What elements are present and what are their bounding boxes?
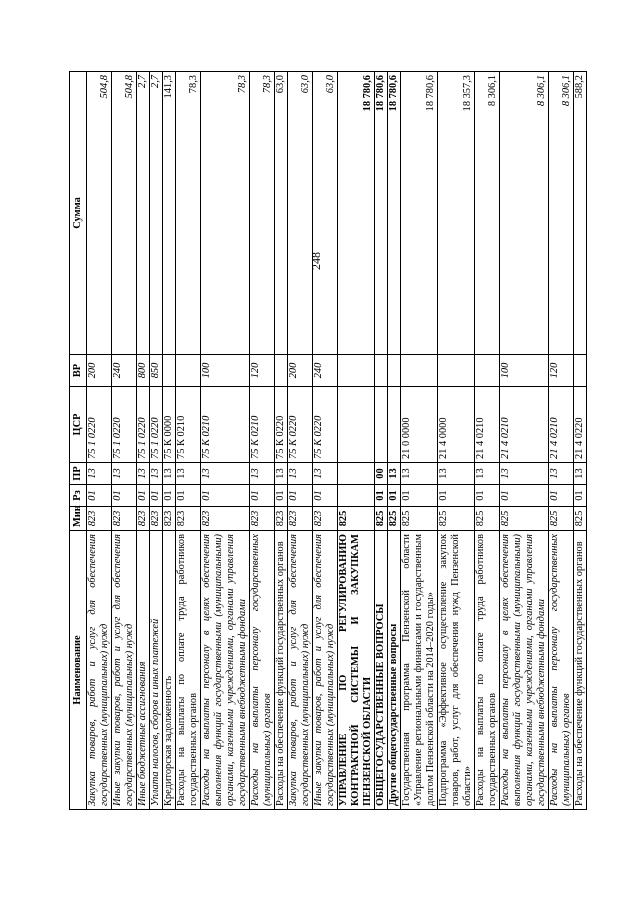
cell-min: 823 [137, 507, 150, 531]
cell-rz: 01 [401, 485, 438, 507]
header-pr: ПР [70, 463, 87, 485]
header-csr: ЦСР [70, 387, 87, 463]
cell-name: Закупка товаров, работ и услуг для обеспечения государственных (муниципальных) нужд [87, 531, 112, 810]
cell-vr: 240 [313, 355, 338, 387]
cell-sum: 2,7 [137, 72, 150, 355]
cell-pr: 13 [137, 463, 150, 485]
cell-sum: 63,0 [313, 72, 338, 355]
cell-name: Иные бюджетные ассигнования [137, 531, 150, 810]
cell-csr: 75 К 0220 [313, 387, 338, 463]
page-number: 248 [309, 252, 323, 270]
cell-vr [574, 355, 587, 387]
cell-sum: 18 780,6 [388, 72, 401, 355]
cell-pr: 13 [500, 463, 549, 485]
cell-sum: 588,2 [574, 72, 587, 355]
cell-vr: 100 [201, 355, 250, 387]
cell-rz: 01 [163, 485, 176, 507]
cell-rz: 01 [275, 485, 288, 507]
cell-csr [388, 387, 401, 463]
cell-min: 823 [87, 507, 112, 531]
cell-name: Иные закупки товаров, работ и услуг для обеспечения государственных (муниципальных) нужд [313, 531, 338, 810]
table-row [275, 72, 288, 810]
cell-vr: 120 [250, 355, 275, 387]
cell-pr [338, 463, 375, 485]
table-row [401, 72, 438, 810]
cell-sum: 78,3 [176, 72, 201, 355]
cell-pr: 13 [388, 463, 401, 485]
cell-rz: 01 [549, 485, 574, 507]
cell-csr: 75 1 0220 [137, 387, 150, 463]
cell-sum: 63,0 [288, 72, 313, 355]
cell-rz [338, 485, 375, 507]
cell-name: Подпрограмма «Эффективное осуществление закупок товаров, работ, услуг для обеспечения нужд Пензенской области» [438, 531, 475, 810]
table-row [338, 72, 375, 810]
cell-name: Расходы на выплаты по оплате труда работников государственных органов [475, 531, 500, 810]
cell-rz: 01 [313, 485, 338, 507]
cell-name: Расходы на обеспечение функций государственных органов [574, 531, 587, 810]
table-row [475, 72, 500, 810]
cell-name: Другие общегосударственные вопросы [388, 531, 401, 810]
header-vr: ВР [70, 355, 87, 387]
cell-pr: 13 [150, 463, 163, 485]
table-row [549, 72, 574, 810]
cell-vr: 850 [150, 355, 163, 387]
cell-min: 823 [176, 507, 201, 531]
cell-vr [163, 355, 176, 387]
cell-vr: 800 [137, 355, 150, 387]
cell-rz: 01 [201, 485, 250, 507]
cell-vr [438, 355, 475, 387]
cell-sum: 18 780,6 [338, 72, 375, 355]
table-row [137, 72, 150, 810]
cell-min: 823 [275, 507, 288, 531]
cell-pr: 13 [288, 463, 313, 485]
cell-rz: 01 [137, 485, 150, 507]
cell-csr [338, 387, 375, 463]
table-row [176, 72, 201, 810]
cell-rz: 01 [150, 485, 163, 507]
cell-sum: 18 780,6 [401, 72, 438, 355]
cell-min: 823 [150, 507, 163, 531]
cell-rz: 01 [250, 485, 275, 507]
table-row [375, 72, 388, 810]
cell-min: 825 [549, 507, 574, 531]
cell-vr [375, 355, 388, 387]
cell-min: 825 [438, 507, 475, 531]
cell-min: 823 [313, 507, 338, 531]
rotated-table-area [69, 72, 639, 810]
cell-csr: 75 1 0220 [112, 387, 137, 463]
cell-pr: 13 [401, 463, 438, 485]
budget-table [69, 71, 587, 810]
cell-csr: 75 К 0220 [288, 387, 313, 463]
cell-csr: 21 4 0220 [574, 387, 587, 463]
cell-rz: 01 [375, 485, 388, 507]
cell-name: Государственная программа Пензенской области «Управление региональными финансами и государственным долгом Пензенской области на 2014–2020 годы» [401, 531, 438, 810]
cell-csr: 75 К 0000 [163, 387, 176, 463]
header-min: Мин [70, 507, 87, 531]
cell-csr: 75 К 0210 [201, 387, 250, 463]
cell-name: Расходы на выплаты персоналу государственных (муниципальных) органов [549, 531, 574, 810]
cell-csr: 75 К 0210 [176, 387, 201, 463]
cell-sum: 78,3 [250, 72, 275, 355]
cell-min: 823 [112, 507, 137, 531]
table-row [388, 72, 401, 810]
cell-vr [338, 355, 375, 387]
cell-name: Расходы на выплаты персоналу в целях обеспечения выполнения функций государственными (муниципальными) органами, казенными учреждениями, органами управления государственными внебюджетными фондами [201, 531, 250, 810]
cell-rz: 01 [288, 485, 313, 507]
cell-sum: 78,3 [201, 72, 250, 355]
table-row [150, 72, 163, 810]
cell-min: 825 [500, 507, 549, 531]
header-name: Наименование [70, 531, 87, 810]
cell-vr [388, 355, 401, 387]
cell-name: Закупка товаров, работ и услуг для обеспечения государственных (муниципальных) нужд [288, 531, 313, 810]
cell-name: Кредиторская задолженность [163, 531, 176, 810]
table-row [87, 72, 112, 810]
cell-sum: 18 780,6 [375, 72, 388, 355]
cell-name: Расходы на обеспечение функций государственных органов [275, 531, 288, 810]
cell-min: 825 [574, 507, 587, 531]
table-row [288, 72, 313, 810]
cell-pr: 13 [250, 463, 275, 485]
cell-csr [375, 387, 388, 463]
cell-pr: 13 [475, 463, 500, 485]
cell-rz: 01 [388, 485, 401, 507]
cell-vr: 120 [549, 355, 574, 387]
cell-pr: 00 [375, 463, 388, 485]
cell-name: Расходы на выплаты персоналу государственных (муниципальных) органов [250, 531, 275, 810]
cell-rz: 01 [500, 485, 549, 507]
cell-sum: 18 357,3 [438, 72, 475, 355]
cell-sum: 504,8 [112, 72, 137, 355]
cell-min: 825 [338, 507, 375, 531]
cell-sum: 504,8 [87, 72, 112, 355]
cell-pr: 13 [176, 463, 201, 485]
cell-rz: 01 [176, 485, 201, 507]
cell-sum: 8 306,1 [500, 72, 549, 355]
cell-pr: 13 [112, 463, 137, 485]
cell-vr: 240 [112, 355, 137, 387]
cell-vr [401, 355, 438, 387]
cell-csr: 21 4 0000 [438, 387, 475, 463]
cell-sum: 8 306,1 [549, 72, 574, 355]
cell-sum: 141,3 [163, 72, 176, 355]
cell-sum: 2,7 [150, 72, 163, 355]
table-row [201, 72, 250, 810]
cell-name: Иные закупки товаров, работ и услуг для обеспечения государственных (муниципальных) нужд [112, 531, 137, 810]
cell-name: ОБЩЕГОСУДАРСТВЕННЫЕ ВОПРОСЫ [375, 531, 388, 810]
cell-min: 825 [375, 507, 388, 531]
table-row [163, 72, 176, 810]
cell-csr: 21 4 0210 [500, 387, 549, 463]
table-row [574, 72, 587, 810]
cell-csr: 75 1 0220 [150, 387, 163, 463]
cell-csr: 75 К 0210 [250, 387, 275, 463]
header-sum: Сумма [70, 72, 87, 355]
cell-csr: 75 К 0220 [275, 387, 288, 463]
table-container [69, 72, 639, 810]
table-row [313, 72, 338, 810]
cell-rz: 01 [574, 485, 587, 507]
cell-pr: 13 [87, 463, 112, 485]
cell-vr: 200 [87, 355, 112, 387]
cell-sum: 8 306,1 [475, 72, 500, 355]
cell-min: 823 [288, 507, 313, 531]
cell-name: Расходы на выплаты по оплате труда работников государственных органов [176, 531, 201, 810]
table-row [250, 72, 275, 810]
cell-csr: 21 4 0210 [549, 387, 574, 463]
table-row [112, 72, 137, 810]
table-row [500, 72, 549, 810]
cell-min: 823 [163, 507, 176, 531]
table-header-row [70, 72, 87, 810]
cell-rz: 01 [112, 485, 137, 507]
cell-pr: 13 [438, 463, 475, 485]
cell-min: 823 [201, 507, 250, 531]
cell-pr: 13 [201, 463, 250, 485]
cell-vr: 100 [500, 355, 549, 387]
cell-pr: 13 [163, 463, 176, 485]
cell-rz: 01 [475, 485, 500, 507]
cell-name: УПРАВЛЕНИЕ ПО РЕГУЛИРОВАНИЮ КОНТРАКТНОЙ СИСТЕМЫ И ЗАКУПКАМ ПЕНЗЕНСКОЙ ОБЛАСТИ [338, 531, 375, 810]
cell-rz: 01 [438, 485, 475, 507]
cell-sum: 63,0 [275, 72, 288, 355]
cell-min: 825 [401, 507, 438, 531]
cell-csr: 21 0 0000 [401, 387, 438, 463]
cell-pr: 13 [313, 463, 338, 485]
cell-name: Расходы на выплаты персоналу в целях обеспечения выполнения функций государственными (муниципальными) органами, казенными учреждениями, органами управления государственными внебюджетными фондами [500, 531, 549, 810]
cell-vr [475, 355, 500, 387]
cell-csr: 75 1 0220 [87, 387, 112, 463]
cell-pr: 13 [275, 463, 288, 485]
cell-vr [275, 355, 288, 387]
cell-rz: 01 [87, 485, 112, 507]
table-row [438, 72, 475, 810]
cell-name: Уплата налогов, сборов и иных платежей [150, 531, 163, 810]
cell-pr: 13 [549, 463, 574, 485]
cell-vr: 200 [288, 355, 313, 387]
cell-vr [176, 355, 201, 387]
header-rz: Рз [70, 485, 87, 507]
cell-min: 823 [250, 507, 275, 531]
cell-csr: 21 4 0210 [475, 387, 500, 463]
cell-pr: 13 [574, 463, 587, 485]
cell-min: 825 [388, 507, 401, 531]
cell-min: 825 [475, 507, 500, 531]
